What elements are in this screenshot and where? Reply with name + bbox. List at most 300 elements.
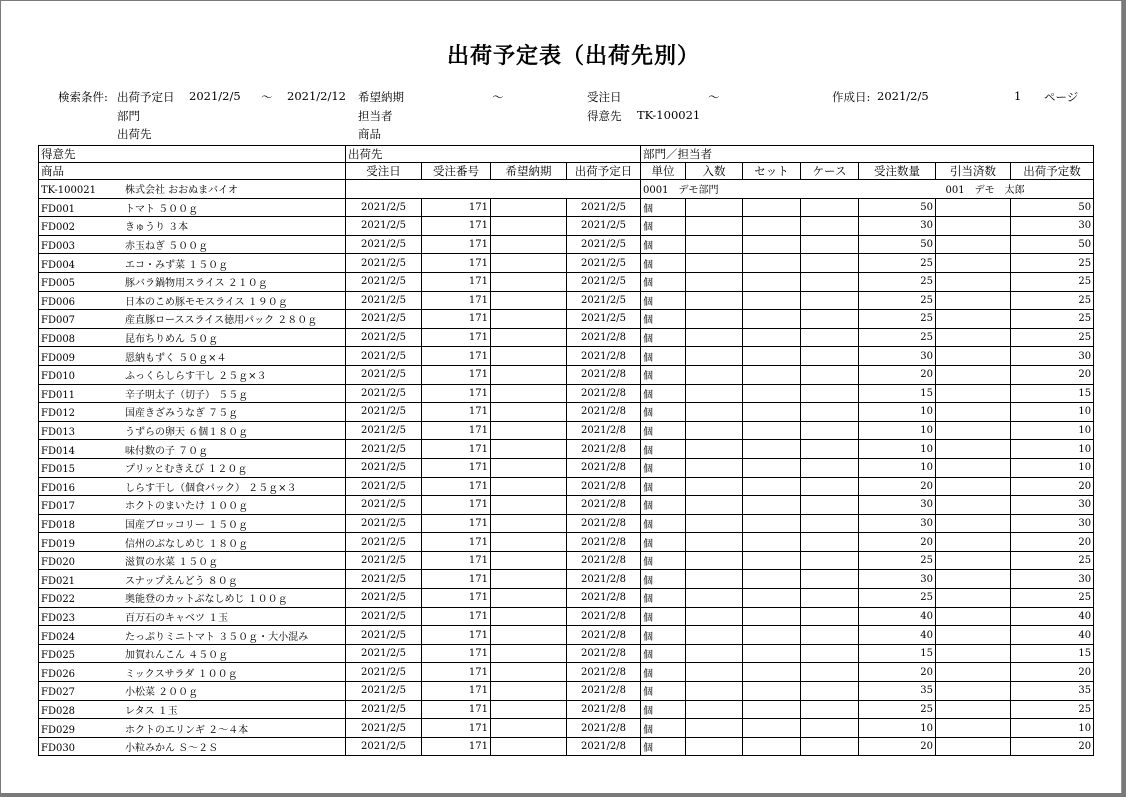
ship-date-label: 出荷予定日 [117, 90, 175, 104]
ship-qty: 20 [1011, 365, 1094, 384]
product-cell [39, 719, 346, 738]
unit: 個 [641, 700, 686, 719]
product-name: 奥能登のカットぶなしめじ １００ｇ [125, 594, 288, 606]
order-no: 171 [422, 421, 491, 440]
unit: 個 [641, 533, 686, 552]
desired-date [491, 347, 567, 366]
per-qty [686, 551, 743, 570]
table-row [39, 663, 1094, 682]
desired-date [491, 384, 567, 403]
allocated-qty [936, 235, 1011, 254]
set-qty [743, 737, 801, 756]
product-name: 味付数の子 ７０ｇ [125, 445, 209, 457]
order-qty: 40 [859, 607, 936, 626]
allocated-qty [936, 551, 1011, 570]
order-qty: 10 [859, 403, 936, 422]
delivery-label: 希望納期 [358, 90, 404, 104]
product-name: 信州のぶなしめじ １８０ｇ [125, 538, 249, 550]
ship-qty: 10 [1011, 421, 1094, 440]
product-cell [39, 365, 346, 384]
product-code: FD018 [41, 519, 76, 531]
delivery-tilde: ～ [492, 90, 504, 104]
order-date: 2021/2/5 [346, 403, 422, 422]
per-qty [686, 570, 743, 589]
product-name: 赤玉ねぎ ５００ｇ [125, 241, 209, 253]
product-cell [39, 235, 346, 254]
set-qty [743, 458, 801, 477]
per-qty [686, 403, 743, 422]
ship-date: 2021/2/5 [567, 254, 641, 273]
product-code: FD021 [41, 575, 76, 587]
order-qty: 30 [859, 347, 936, 366]
product-name: 百万石のキャベツ １玉 [125, 612, 229, 624]
order-no: 171 [422, 403, 491, 422]
order-qty: 10 [859, 458, 936, 477]
set-qty [743, 496, 801, 515]
desired-date [491, 533, 567, 552]
set-qty [743, 403, 801, 422]
ship-qty: 15 [1011, 384, 1094, 403]
desired-date [491, 458, 567, 477]
product-name: ホクトのエリンギ ２～４本 [125, 724, 249, 736]
order-date: 2021/2/5 [346, 365, 422, 384]
unit: 個 [641, 626, 686, 645]
product-name: エコ・みず菜 １５０ｇ [125, 259, 229, 271]
order-date: 2021/2/5 [346, 272, 422, 291]
case-qty [801, 663, 859, 682]
order-date: 2021/2/5 [346, 254, 422, 273]
order-date: 2021/2/5 [346, 514, 422, 533]
allocated-qty [936, 198, 1011, 217]
order-no: 171 [422, 477, 491, 496]
case-qty [801, 737, 859, 756]
order-no: 171 [422, 440, 491, 459]
set-qty [743, 272, 801, 291]
allocated-qty [936, 403, 1011, 422]
case-qty [801, 384, 859, 403]
desired-date [491, 254, 567, 273]
case-qty [801, 365, 859, 384]
unit: 個 [641, 682, 686, 701]
order-qty: 10 [859, 719, 936, 738]
product-code: FD019 [41, 538, 76, 550]
set-qty [743, 291, 801, 310]
set-qty [743, 477, 801, 496]
product-cell [39, 570, 346, 589]
product-code: FD015 [41, 464, 76, 476]
ship-date: 2021/2/8 [567, 458, 641, 477]
order-date: 2021/2/5 [346, 458, 422, 477]
case-qty [801, 254, 859, 273]
allocated-qty [936, 607, 1011, 626]
table-row [39, 272, 1094, 291]
ship-date: 2021/2/8 [567, 514, 641, 533]
ship-date: 2021/2/8 [567, 347, 641, 366]
col-ship-qty: 出荷予定数 [1011, 163, 1094, 180]
product-name: 加賀れんこん ４５０ｇ [125, 650, 229, 662]
order-date: 2021/2/5 [346, 719, 422, 738]
conditions-label: 検索条件: [58, 90, 108, 104]
case-qty [801, 440, 859, 459]
col-desired: 希望納期 [491, 163, 567, 180]
product-code: FD027 [41, 687, 76, 699]
created-date: 2021/2/5 [877, 89, 929, 103]
order-date: 2021/2/5 [346, 477, 422, 496]
product-filter-label: 商品 [358, 127, 381, 141]
set-qty [743, 570, 801, 589]
dest-filter-label: 出荷先 [117, 127, 152, 141]
product-name: きゅうり ３本 [125, 222, 189, 234]
order-qty: 25 [859, 589, 936, 608]
ship-date: 2021/2/5 [567, 217, 641, 236]
product-cell [39, 682, 346, 701]
set-qty [743, 644, 801, 663]
order-date: 2021/2/5 [346, 235, 422, 254]
product-name: 辛子明太子（切子） ５５ｇ [125, 389, 249, 401]
order-no: 171 [422, 217, 491, 236]
product-code: FD010 [41, 371, 76, 383]
product-code: FD024 [41, 631, 76, 643]
product-name: 国産きざみうなぎ ７５ｇ [125, 408, 239, 420]
order-date: 2021/2/5 [346, 347, 422, 366]
allocated-qty [936, 663, 1011, 682]
desired-date [491, 272, 567, 291]
product-name: 滋賀の水菜 １５０ｇ [125, 557, 219, 569]
order-no: 171 [422, 626, 491, 645]
col-unit: 単位 [641, 163, 686, 180]
unit: 個 [641, 421, 686, 440]
ship-date: 2021/2/8 [567, 644, 641, 663]
per-qty [686, 496, 743, 515]
desired-date [491, 291, 567, 310]
table-row [39, 737, 1094, 756]
page-number: 1 [1014, 89, 1022, 103]
allocated-qty [936, 458, 1011, 477]
table-row [39, 421, 1094, 440]
product-name: 小粒みかん Ｓ～２Ｓ [125, 743, 219, 755]
per-qty [686, 384, 743, 403]
per-qty [686, 347, 743, 366]
ship-date-tilde: ～ [261, 90, 273, 104]
per-qty [686, 440, 743, 459]
ship-date: 2021/2/8 [567, 607, 641, 626]
product-cell [39, 458, 346, 477]
ship-date: 2021/2/5 [567, 272, 641, 291]
case-qty [801, 421, 859, 440]
ship-date: 2021/2/8 [567, 663, 641, 682]
case-qty [801, 589, 859, 608]
ship-qty: 20 [1011, 477, 1094, 496]
set-qty [743, 421, 801, 440]
per-qty [686, 365, 743, 384]
allocated-qty [936, 421, 1011, 440]
order-no: 171 [422, 737, 491, 756]
ship-qty: 50 [1011, 235, 1094, 254]
order-date: 2021/2/5 [346, 198, 422, 217]
product-code: FD012 [41, 408, 76, 420]
per-qty [686, 737, 743, 756]
desired-date [491, 217, 567, 236]
order-date: 2021/2/5 [346, 533, 422, 552]
product-cell [39, 272, 346, 291]
product-code: FD025 [41, 650, 76, 662]
per-qty [686, 458, 743, 477]
table-row [39, 254, 1094, 273]
ship-qty: 20 [1011, 663, 1094, 682]
order-date: 2021/2/5 [346, 384, 422, 403]
unit: 個 [641, 477, 686, 496]
per-qty [686, 310, 743, 329]
ship-date: 2021/2/5 [567, 291, 641, 310]
ship-qty: 25 [1011, 272, 1094, 291]
case-qty [801, 291, 859, 310]
ship-qty: 40 [1011, 626, 1094, 645]
allocated-qty [936, 310, 1011, 329]
ship-date: 2021/2/8 [567, 440, 641, 459]
desired-date [491, 310, 567, 329]
order-date: 2021/2/5 [346, 291, 422, 310]
ship-qty: 15 [1011, 644, 1094, 663]
order-no: 171 [422, 533, 491, 552]
case-qty [801, 272, 859, 291]
product-name: 豚バラ鍋物用スライス ２１０ｇ [125, 278, 268, 290]
table-row [39, 551, 1094, 570]
product-cell [39, 328, 346, 347]
case-qty [801, 570, 859, 589]
case-qty [801, 551, 859, 570]
ship-qty: 10 [1011, 458, 1094, 477]
product-cell [39, 477, 346, 496]
allocated-qty [936, 347, 1011, 366]
table-row [39, 607, 1094, 626]
order-qty: 25 [859, 328, 936, 347]
set-qty [743, 365, 801, 384]
customer-filter-label: 得意先 [587, 109, 622, 123]
product-code: FD023 [41, 612, 76, 624]
product-name: 昆布ちりめん ５０ｇ [125, 334, 219, 346]
order-qty: 20 [859, 737, 936, 756]
order-no: 171 [422, 663, 491, 682]
header-row-1 [39, 146, 1094, 163]
set-qty [743, 440, 801, 459]
case-qty [801, 477, 859, 496]
case-qty [801, 310, 859, 329]
col-allocated: 引当済数 [936, 163, 1011, 180]
product-code: FD026 [41, 668, 76, 680]
order-no: 171 [422, 458, 491, 477]
order-no: 171 [422, 365, 491, 384]
order-qty: 50 [859, 198, 936, 217]
product-cell [39, 440, 346, 459]
ship-date: 2021/2/8 [567, 589, 641, 608]
product-code: FD029 [41, 724, 76, 736]
set-qty [743, 682, 801, 701]
product-cell [39, 217, 346, 236]
allocated-qty [936, 440, 1011, 459]
ship-date-to: 2021/2/12 [287, 89, 346, 103]
product-name: ミックスサラダ １００ｇ [125, 668, 238, 680]
ship-date: 2021/2/8 [567, 496, 641, 515]
desired-date [491, 700, 567, 719]
order-no: 171 [422, 328, 491, 347]
ship-qty: 25 [1011, 254, 1094, 273]
allocated-qty [936, 719, 1011, 738]
product-name: プリッとむきえび １２０ｇ [125, 464, 248, 476]
unit: 個 [641, 254, 686, 273]
table-row [39, 533, 1094, 552]
product-cell [39, 551, 346, 570]
product-cell [39, 737, 346, 756]
order-qty: 20 [859, 533, 936, 552]
unit: 個 [641, 440, 686, 459]
unit: 個 [641, 347, 686, 366]
product-name: ふっくらしらす干し ２５ｇ×３ [125, 371, 267, 383]
order-qty: 25 [859, 272, 936, 291]
table-row [39, 682, 1094, 701]
per-qty [686, 700, 743, 719]
ship-qty: 10 [1011, 719, 1094, 738]
product-code: FD020 [41, 557, 76, 569]
allocated-qty [936, 328, 1011, 347]
product-name: 日本のこめ豚モモスライス １９０ｇ [125, 296, 288, 308]
ship-qty: 30 [1011, 514, 1094, 533]
order-date: 2021/2/5 [346, 310, 422, 329]
table-row [39, 403, 1094, 422]
product-code: FD006 [41, 296, 76, 308]
unit: 個 [641, 570, 686, 589]
ship-qty: 30 [1011, 347, 1094, 366]
desired-date [491, 570, 567, 589]
desired-date [491, 198, 567, 217]
order-qty: 25 [859, 254, 936, 273]
order-date: 2021/2/5 [346, 589, 422, 608]
desired-date [491, 644, 567, 663]
desired-date [491, 626, 567, 645]
allocated-qty [936, 626, 1011, 645]
set-qty [743, 700, 801, 719]
set-qty [743, 235, 801, 254]
ship-date: 2021/2/8 [567, 421, 641, 440]
product-cell [39, 198, 346, 217]
unit: 個 [641, 496, 686, 515]
ship-date: 2021/2/8 [567, 682, 641, 701]
order-no: 171 [422, 272, 491, 291]
ship-qty: 35 [1011, 682, 1094, 701]
order-qty: 10 [859, 440, 936, 459]
customer-row [39, 180, 1094, 199]
table-row [39, 365, 1094, 384]
product-code: FD005 [41, 278, 76, 290]
table-row [39, 644, 1094, 663]
set-qty [743, 514, 801, 533]
set-qty [743, 533, 801, 552]
order-qty: 50 [859, 235, 936, 254]
order-qty: 35 [859, 682, 936, 701]
report-title: 出荷予定表（出荷先別） [446, 43, 700, 69]
order-no: 171 [422, 551, 491, 570]
per-qty [686, 533, 743, 552]
col-product: 商品 [39, 163, 346, 180]
order-qty: 20 [859, 477, 936, 496]
order-date: 2021/2/5 [346, 644, 422, 663]
allocated-qty [936, 644, 1011, 663]
ship-date: 2021/2/8 [567, 700, 641, 719]
ship-qty: 20 [1011, 533, 1094, 552]
ship-date-from: 2021/2/5 [189, 89, 241, 103]
desired-date [491, 328, 567, 347]
unit: 個 [641, 310, 686, 329]
customer-name: 株式会社 おおぬまバイオ [125, 185, 238, 197]
desired-date [491, 663, 567, 682]
order-qty: 25 [859, 551, 936, 570]
product-code: FD022 [41, 594, 76, 606]
product-cell [39, 254, 346, 273]
allocated-qty [936, 254, 1011, 273]
product-code: FD007 [41, 315, 76, 327]
order-no: 171 [422, 682, 491, 701]
order-no: 171 [422, 310, 491, 329]
table-row [39, 477, 1094, 496]
product-name: 国産ブロッコリー １５０ｇ [125, 519, 248, 531]
col-ship-date: 出荷予定日 [567, 163, 641, 180]
ship-date: 2021/2/8 [567, 570, 641, 589]
ship-date: 2021/2/8 [567, 737, 641, 756]
product-code: FD011 [41, 389, 76, 401]
product-cell [39, 310, 346, 329]
shipment-table [38, 145, 1094, 756]
unit: 個 [641, 365, 686, 384]
order-qty: 15 [859, 384, 936, 403]
product-name: 恩納もずく ５０ｇ×４ [125, 352, 227, 364]
table-row [39, 384, 1094, 403]
customer-code: TK-100021 [41, 185, 96, 197]
table-row [39, 570, 1094, 589]
product-code: FD017 [41, 501, 76, 513]
product-code: FD003 [41, 241, 76, 253]
set-qty [743, 626, 801, 645]
desired-date [491, 496, 567, 515]
product-cell [39, 496, 346, 515]
desired-date [491, 514, 567, 533]
allocated-qty [936, 272, 1011, 291]
order-no: 171 [422, 607, 491, 626]
order-qty: 25 [859, 291, 936, 310]
case-qty [801, 458, 859, 477]
unit: 個 [641, 589, 686, 608]
allocated-qty [936, 365, 1011, 384]
ship-date: 2021/2/8 [567, 626, 641, 645]
ship-date: 2021/2/8 [567, 719, 641, 738]
col-dest: 出荷先 [346, 146, 641, 163]
set-qty [743, 663, 801, 682]
ship-qty: 30 [1011, 570, 1094, 589]
product-name: うずらの卵天 ６個１８０ｇ [125, 427, 249, 439]
per-qty [686, 235, 743, 254]
desired-date [491, 682, 567, 701]
table-row [39, 217, 1094, 236]
desired-date [491, 235, 567, 254]
product-cell [39, 589, 346, 608]
per-qty [686, 421, 743, 440]
unit: 個 [641, 217, 686, 236]
per-qty [686, 217, 743, 236]
ship-date: 2021/2/8 [567, 365, 641, 384]
product-name: スナップえんどう ８０ｇ [125, 575, 238, 587]
per-qty [686, 254, 743, 273]
case-qty [801, 198, 859, 217]
unit: 個 [641, 198, 686, 217]
ship-date: 2021/2/8 [567, 384, 641, 403]
